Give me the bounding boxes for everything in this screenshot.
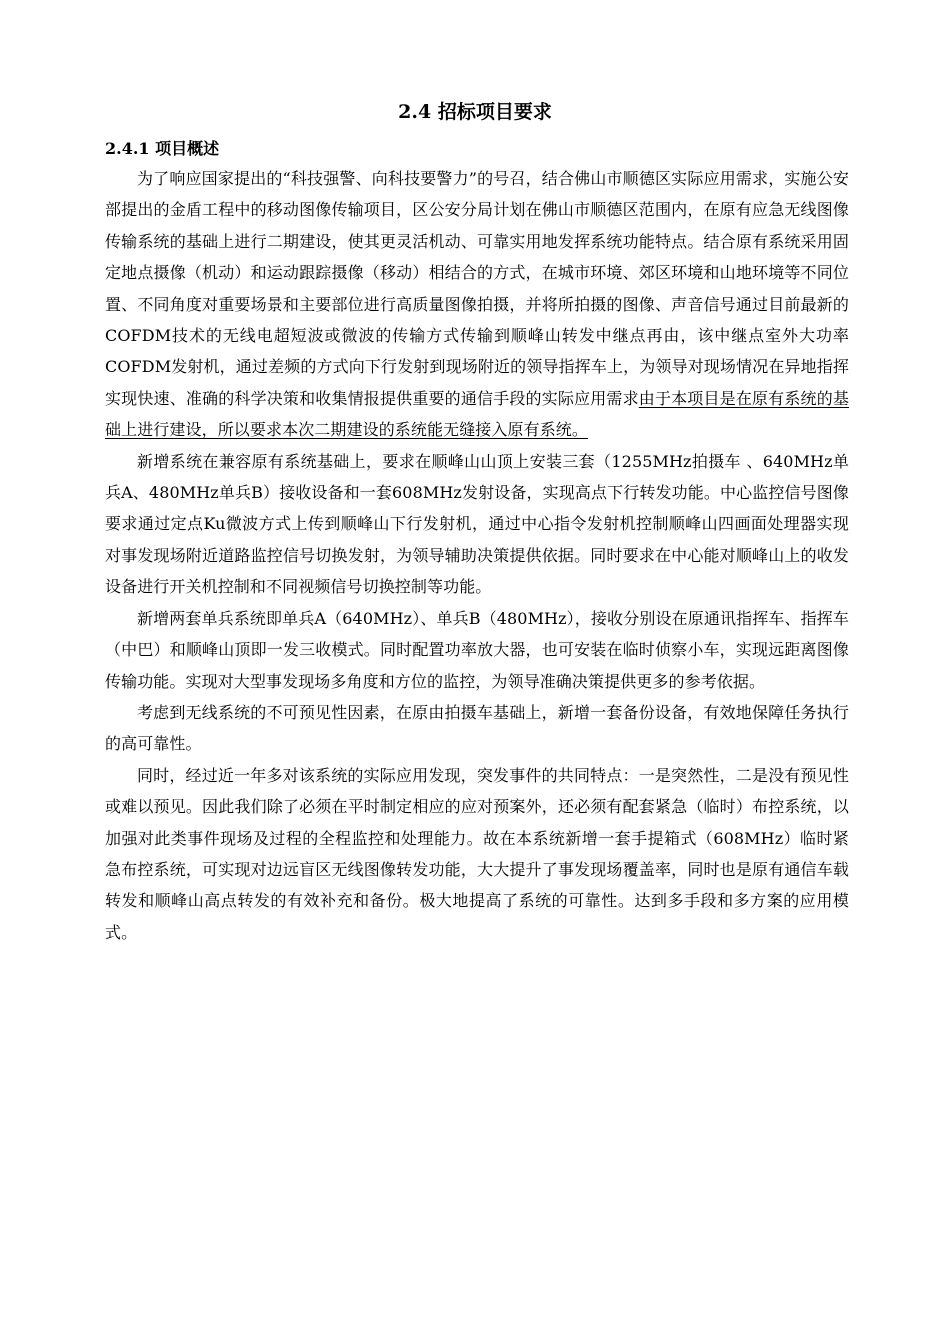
section-title: 2.4 招标项目要求: [398, 101, 552, 123]
paragraph-text: 为了响应国家提出的“科技强警、向科技要警力”的号召，结合佛山市顺德区实际应用需求，实施公安部提出的金盾工程中的移动图像传输项目，区公安分局计划在佛山市顺德区范围内，在原有应急无线图像传输系统的基础上进行二期建设，使其更灵活机动、可靠实用地发挥系统功能特点。结合原有系统采用固定地点摄像（机动）和运动跟踪摄像（移动）相结合的方式，在城市环境、郊区环境和山地环境等不同位置、不同角度对重要场景和主要部位进行高质量图像拍摄，并将所拍摄的图像、声音信号通过目前最新的COFDM技术的无线电超短波或微波的传输方式传输到顺峰山转发中继点再由，该中继点室外大功率COFDM发射机，通过差频的方式向下行发射到现场附近的领导指挥车上，为领导对现场情况在异地指挥实现快速、准确的科学决策和收集情报提供重要的通信手段的实际应用需求: [105, 169, 849, 408]
underlined-requirement: 由于本项目是在原有系统的基础上进行建设，所以要求本次二期建设的系统能无缝接入原有系统。: [105, 388, 849, 440]
paragraph-single-soldier: 新增两套单兵系统即单兵A（640MHz）、单兵B（480MHz），接收分别设在原通讯指挥车、指挥车（中巴）和顺峰山顶即一发三收模式。同时配置功率放大器，也可安装在临时侦察小车，实现远距离图像传输功能。实现对大型事发现场多角度和方位的监控，为领导准确决策提供更多的参考依据。: [105, 608, 849, 691]
paragraph-emergency: 同时，经过近一年多对该系统的实际应用发现，突发事件的共同特点：一是突然性，二是没有预见性或难以预见。因此我们除了必须在平时制定相应的应对预案外，还必须有配套紧急（临时）布控系统，以加强对此类事件现场及过程的全程监控和处理能力。故在本系统新增一套手提箱式（608MHz）临时紧急布控系统，可实现对边远盲区无线图像转发功能，大大提升了事发现场覆盖率，同时也是原有通信车载转发和顺峰山高点转发的有效补充和备份。极大地提高了系统的可靠性。达到多手段和多方案的应用模式。: [105, 765, 849, 942]
document-body: [105, 163, 849, 948]
subsection-title: 2.4.1 项目概述: [105, 139, 220, 158]
paragraph-new-system: 新增系统在兼容原有系统基础上，要求在顺峰山山顶上安装三套（1255MHz拍摄车 、640MHz单兵A、480MHz单兵B）接收设备和一套608MHz发射设备，实现高点下行转发功能。中心监控信号图像要求通过定点Ku微波方式上传到顺峰山下行发射机，通过中心指令发射机控制顺峰山四画面处理器实现对事发现场附近道路监控信号切换发射，为领导辅助决策提供依据。同时要求在中心能对顺峰山上的收发设备进行开关机控制和不同视频信号切换控制等功能。: [105, 451, 849, 597]
paragraph-backup: 考虑到无线系统的不可预见性因素，在原由拍摄车基础上，新增一套备份设备，有效地保障任务执行的高可靠性。: [105, 702, 849, 754]
paragraph-overview: [105, 163, 849, 446]
